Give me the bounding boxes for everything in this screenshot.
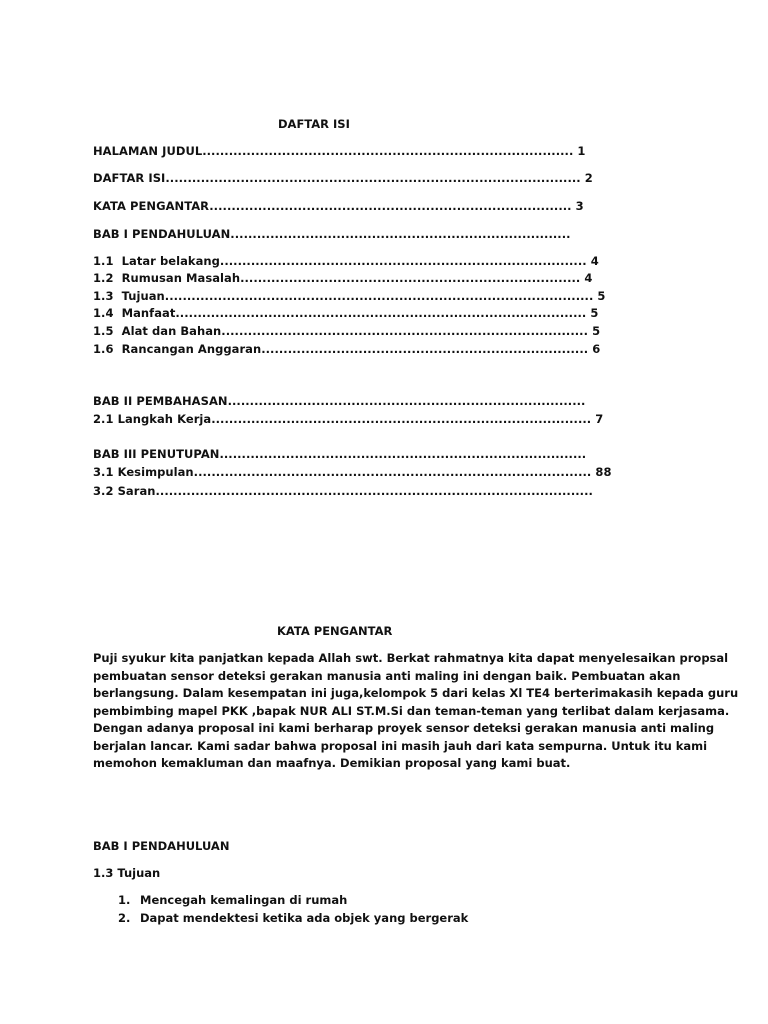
toc-entry: 1.6 Rancangan Anggaran.......................................................................... 6 — [93, 342, 601, 356]
paragraph-line: pembuatan sensor deteksi gerakan manusia anti maling ini dengan baik. Pembuatan akan — [93, 668, 681, 683]
toc-entry: BAB II PEMBAHASAN................................................................................. — [93, 394, 586, 408]
list-item-number: 1. — [118, 893, 131, 907]
list-item-number: 2. — [118, 911, 131, 925]
toc-entry: 3.2 Saran................................................................................................... — [93, 484, 593, 498]
toc-entry: BAB III PENUTUPAN................................................................................... — [93, 447, 587, 461]
toc-entry: 1.3 Tujuan................................................................................................. 5 — [93, 289, 606, 303]
kata-pengantar-paragraph — [93, 650, 739, 773]
paragraph-line: berjalan lancar. Kami sadar bahwa proposal ini masih jauh dari kata sempurna. Untuk itu kami — [93, 738, 708, 753]
toc-entry: HALAMAN JUDUL.................................................................................... 1 — [93, 144, 586, 158]
toc-entry: 1.2 Rumusan Masalah............................................................................. 4 — [93, 271, 593, 285]
paragraph-line: Puji syukur kita panjatkan kepada Allah swt. Berkat rahmatnya kita dapat menyelesaikan propsal — [93, 651, 729, 665]
toc-entry: BAB I PENDAHULUAN............................................................................. — [93, 227, 571, 241]
paragraph-line: memohon kemakluman dan maafnya. Demikian proposal yang kami buat. — [93, 756, 571, 770]
list-item: Mencegah kemalingan di rumah — [140, 893, 348, 907]
toc-entry: 1.4 Manfaat............................................................................................. 5 — [93, 306, 599, 320]
paragraph-line: berlangsung. Dalam kesempatan ini juga,kelompok 5 dari kelas Xl TE4 berterimakasih kepada guru — [93, 686, 739, 700]
kata-pengantar-title: KATA PENGANTAR — [277, 624, 393, 638]
toc-entry: 2.1 Langkah Kerja...................................................................................... 7 — [93, 412, 604, 426]
paragraph-line: Dengan adanya proposal ini kami berharap proyek sensor deteksi gerakan manusia anti maling — [93, 721, 715, 735]
toc-entry: KATA PENGANTAR.................................................................................. 3 — [93, 199, 584, 213]
toc-entry: 3.1 Kesimpulan.......................................................................................... 88 — [93, 465, 612, 479]
toc-entry: 1.5 Alat dan Bahan................................................................................... 5 — [93, 324, 601, 338]
list-item: Dapat mendektesi ketika ada objek yang bergerak — [140, 911, 469, 925]
toc-entry: DAFTAR ISI.............................................................................................. 2 — [93, 171, 593, 185]
bab1-title: BAB I PENDAHULUAN — [93, 839, 230, 853]
toc-title: DAFTAR ISI — [278, 117, 350, 131]
bab1-subtitle: 1.3 Tujuan — [93, 866, 161, 880]
toc-entry: 1.1 Latar belakang................................................................................... 4 — [93, 254, 599, 268]
paragraph-line: pembimbing mapel PKK ,bapak NUR ALI ST.M.Si dan teman-teman yang terlibat dalam kerjasama. — [93, 703, 730, 718]
